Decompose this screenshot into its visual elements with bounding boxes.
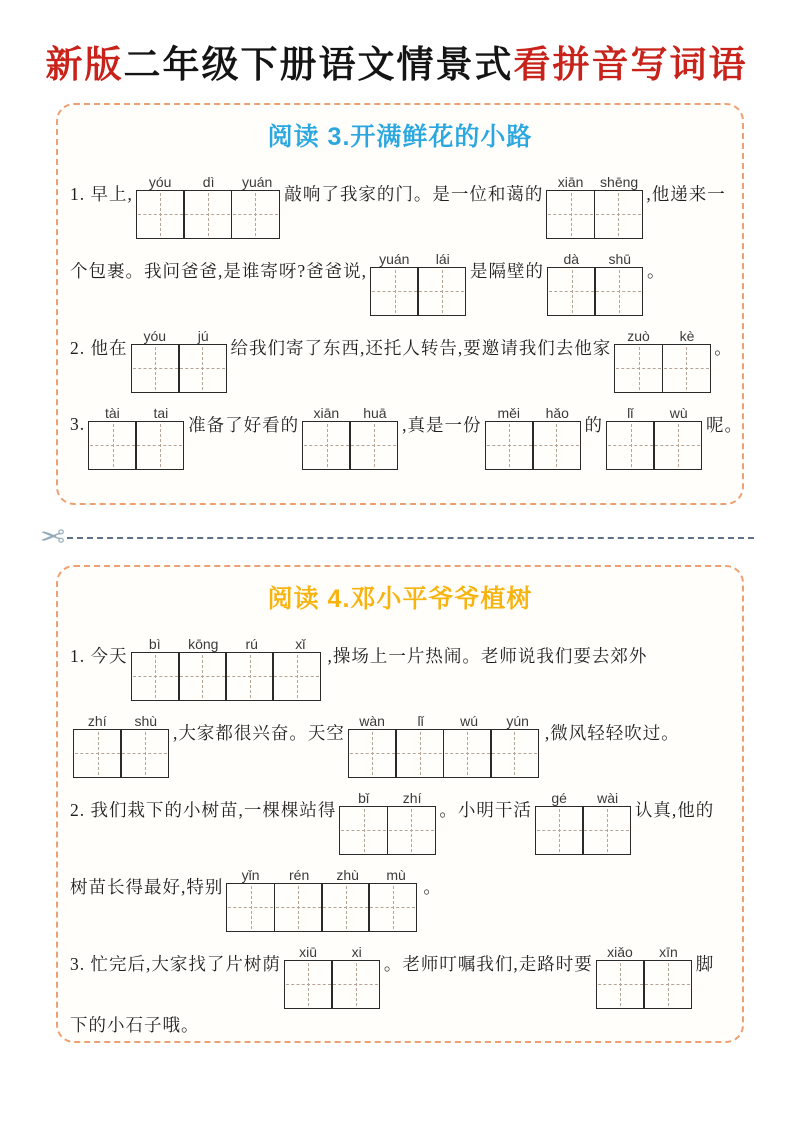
pinyin-row bbox=[614, 323, 711, 344]
pinyin-syllable: zhí bbox=[402, 789, 422, 806]
writing-cell[interactable] bbox=[331, 960, 380, 1009]
pinyin-writing-box[interactable] bbox=[131, 323, 228, 393]
pinyin-row bbox=[535, 785, 632, 806]
pinyin-syllable: yóu bbox=[148, 173, 172, 190]
worksheet-line bbox=[70, 386, 743, 463]
sentence-text: 认真,他的 bbox=[634, 800, 715, 820]
writing-cells bbox=[302, 421, 399, 470]
worksheet-line bbox=[70, 694, 730, 771]
sentence-text: 1. 早上, bbox=[70, 184, 133, 204]
writing-cell[interactable] bbox=[73, 729, 122, 778]
pinyin-syllable: lái bbox=[435, 250, 450, 267]
pinyin-writing-box[interactable] bbox=[485, 400, 582, 470]
pinyin-row bbox=[131, 323, 228, 344]
pinyin-syllable: wù bbox=[669, 404, 688, 421]
sentence-text: 的 bbox=[584, 415, 603, 435]
writing-cell[interactable] bbox=[284, 960, 333, 1009]
sentence-text: 是隔壁的 bbox=[470, 261, 545, 281]
writing-cell[interactable] bbox=[348, 729, 397, 778]
writing-cells bbox=[370, 267, 467, 316]
pinyin-syllable: rén bbox=[289, 866, 310, 883]
page-title-middle: 二年级下册语文情景式 bbox=[123, 45, 514, 86]
pinyin-row bbox=[546, 169, 643, 190]
pinyin-row bbox=[547, 246, 644, 267]
pinyin-syllable: shù bbox=[134, 712, 158, 729]
writing-cell[interactable] bbox=[120, 729, 169, 778]
pinyin-writing-box[interactable] bbox=[606, 400, 703, 470]
sentence-text: 。 bbox=[647, 261, 666, 281]
pinyin-syllable: wài bbox=[597, 789, 619, 806]
pinyin-row bbox=[485, 400, 582, 421]
writing-cell[interactable] bbox=[485, 421, 534, 470]
sentence-text: 3. bbox=[70, 414, 86, 434]
writing-cell[interactable] bbox=[131, 344, 180, 393]
writing-cell[interactable] bbox=[594, 190, 643, 239]
pinyin-syllable: yuán bbox=[241, 173, 273, 190]
writing-cells bbox=[88, 421, 185, 470]
writing-cell[interactable] bbox=[349, 421, 398, 470]
pinyin-syllable: xǐ bbox=[295, 635, 306, 652]
pinyin-syllable: kōng bbox=[188, 635, 219, 652]
pinyin-row bbox=[606, 400, 703, 421]
sentence-text: 。老师叮嘱我们,走路时要 bbox=[383, 954, 593, 974]
pinyin-writing-box[interactable] bbox=[284, 939, 381, 1009]
worksheet-line bbox=[70, 848, 730, 925]
section-title: 阅读 4.邓小平爷爷植树 bbox=[267, 585, 533, 613]
pinyin-syllable: mù bbox=[386, 866, 406, 883]
section-title: 阅读 3.开满鲜花的小路 bbox=[267, 123, 533, 151]
worksheet-line bbox=[70, 771, 730, 848]
sentence-text: 。 bbox=[714, 338, 733, 358]
reading-section-3 bbox=[56, 103, 744, 505]
writing-cells bbox=[606, 421, 703, 470]
writing-cell[interactable] bbox=[178, 652, 227, 701]
writing-cells bbox=[614, 344, 711, 393]
worksheet-line bbox=[70, 232, 730, 309]
writing-cell[interactable] bbox=[88, 421, 137, 470]
reading-section-4 bbox=[56, 565, 744, 1043]
pinyin-row bbox=[88, 400, 185, 421]
sentence-text: 准备了好看的 bbox=[188, 415, 300, 435]
writing-cell[interactable] bbox=[594, 267, 643, 316]
sentence-text: ,真是一份 bbox=[402, 415, 482, 435]
pinyin-writing-box[interactable] bbox=[614, 323, 711, 393]
pinyin-syllable: hǎo bbox=[545, 404, 569, 421]
pinyin-syllable: tài bbox=[104, 404, 120, 421]
pinyin-row bbox=[348, 708, 542, 729]
pinyin-syllable: xiān bbox=[313, 404, 340, 421]
pinyin-syllable: shēng bbox=[600, 173, 639, 190]
writing-cell[interactable] bbox=[653, 421, 702, 470]
pinyin-syllable: bì bbox=[148, 635, 161, 652]
pinyin-syllable: huā bbox=[363, 404, 387, 421]
pinyin-syllable: zuò bbox=[627, 327, 650, 344]
pinyin-syllable: yǐn bbox=[241, 866, 260, 883]
writing-cell[interactable] bbox=[582, 806, 631, 855]
writing-cell[interactable] bbox=[131, 652, 180, 701]
pinyin-syllable: xiān bbox=[557, 173, 584, 190]
pinyin-syllable: yóu bbox=[143, 327, 167, 344]
pinyin-writing-box[interactable] bbox=[73, 708, 170, 778]
writing-cell[interactable] bbox=[274, 883, 323, 932]
sentence-text: ,微风轻轻吹过。 bbox=[544, 723, 680, 743]
pinyin-syllable: wàn bbox=[359, 712, 385, 729]
sentence-text: 下的小石子哦。 bbox=[70, 1014, 200, 1035]
pinyin-syllable: dà bbox=[563, 250, 580, 267]
writing-cells bbox=[547, 267, 644, 316]
pinyin-syllable: lǐ bbox=[417, 712, 424, 729]
pinyin-syllable: wú bbox=[460, 712, 479, 729]
worksheet-line bbox=[70, 1002, 730, 1046]
sentence-text: ,他递来一 bbox=[646, 184, 726, 204]
pinyin-row bbox=[226, 862, 420, 883]
writing-cell[interactable] bbox=[272, 652, 321, 701]
pinyin-syllable: jú bbox=[197, 327, 209, 344]
pinyin-row bbox=[73, 708, 170, 729]
pinyin-syllable: kè bbox=[679, 327, 695, 344]
pinyin-syllable: xiū bbox=[299, 943, 318, 960]
writing-cell[interactable] bbox=[339, 806, 388, 855]
section-lines bbox=[70, 617, 730, 1046]
pinyin-syllable: zhù bbox=[336, 866, 359, 883]
writing-cells bbox=[485, 421, 582, 470]
pinyin-writing-box[interactable] bbox=[226, 862, 420, 932]
writing-cell[interactable] bbox=[178, 344, 227, 393]
worksheet-line bbox=[70, 925, 730, 1002]
cut-divider bbox=[40, 521, 754, 555]
page-title-prefix: 新版 bbox=[45, 45, 124, 86]
writing-cells bbox=[284, 960, 381, 1009]
sentence-text: 3. 忙完后,大家找了片树荫 bbox=[70, 954, 281, 974]
writing-cells bbox=[596, 960, 693, 1009]
writing-cell[interactable] bbox=[596, 960, 645, 1009]
sentence-text: 脚 bbox=[695, 954, 715, 974]
scissors-icon: ✂ bbox=[40, 521, 66, 554]
pinyin-writing-box[interactable] bbox=[370, 246, 467, 316]
pinyin-writing-box[interactable] bbox=[547, 246, 644, 316]
pinyin-row bbox=[302, 400, 399, 421]
writing-cell[interactable] bbox=[546, 190, 595, 239]
pinyin-writing-box[interactable] bbox=[596, 939, 693, 1009]
sentence-text: 个包裹。我问爸爸,是谁寄呀?爸爸说, bbox=[70, 261, 368, 281]
pinyin-writing-box[interactable] bbox=[136, 169, 282, 239]
pinyin-row bbox=[339, 785, 436, 806]
writing-cell[interactable] bbox=[535, 806, 584, 855]
pinyin-writing-box[interactable] bbox=[339, 785, 436, 855]
writing-cell[interactable] bbox=[231, 190, 280, 239]
cut-dash-line bbox=[67, 537, 754, 539]
writing-cell[interactable] bbox=[547, 267, 596, 316]
page-title-suffix: 看拼音写词语 bbox=[513, 45, 748, 86]
writing-cell[interactable] bbox=[368, 883, 417, 932]
pinyin-writing-box[interactable] bbox=[348, 708, 542, 778]
pinyin-writing-box[interactable] bbox=[131, 631, 325, 701]
pinyin-syllable: gé bbox=[551, 789, 567, 806]
writing-cell[interactable] bbox=[662, 344, 711, 393]
writing-cells bbox=[348, 729, 542, 778]
pinyin-writing-box[interactable] bbox=[88, 400, 185, 470]
pinyin-row bbox=[370, 246, 467, 267]
writing-cells bbox=[546, 190, 643, 239]
writing-cell[interactable] bbox=[532, 421, 581, 470]
pinyin-row bbox=[284, 939, 381, 960]
pinyin-syllable: yún bbox=[506, 712, 529, 729]
pinyin-syllable: shū bbox=[608, 250, 632, 267]
sentence-text: 呢。 bbox=[706, 415, 743, 435]
writing-cell[interactable] bbox=[387, 806, 436, 855]
pinyin-syllable: xīn bbox=[659, 943, 678, 960]
writing-cell[interactable] bbox=[490, 729, 539, 778]
writing-cell[interactable] bbox=[136, 190, 185, 239]
writing-cell[interactable] bbox=[321, 883, 370, 932]
sentence-text: 2. 他在 bbox=[70, 338, 128, 358]
pinyin-row bbox=[596, 939, 693, 960]
writing-cell[interactable] bbox=[417, 267, 466, 316]
pinyin-syllable: měi bbox=[497, 404, 521, 421]
writing-cell[interactable] bbox=[135, 421, 184, 470]
worksheet-line bbox=[70, 155, 730, 232]
writing-cells bbox=[136, 190, 282, 239]
pinyin-writing-box[interactable] bbox=[546, 169, 643, 239]
sentence-text: 敲响了我家的门。是一位和蔼的 bbox=[284, 184, 544, 204]
writing-cells bbox=[535, 806, 632, 855]
pinyin-writing-box[interactable] bbox=[302, 400, 399, 470]
pinyin-syllable: tai bbox=[153, 404, 169, 421]
writing-cell[interactable] bbox=[183, 190, 232, 239]
writing-cell[interactable] bbox=[395, 729, 444, 778]
writing-cells bbox=[226, 883, 420, 932]
pinyin-syllable: bǐ bbox=[358, 789, 370, 806]
writing-cell[interactable] bbox=[226, 883, 275, 932]
pinyin-syllable: yuán bbox=[379, 250, 410, 267]
writing-cells bbox=[131, 652, 325, 701]
sentence-text: 树苗长得最好,特别 bbox=[70, 877, 224, 897]
section-lines bbox=[70, 155, 743, 463]
worksheet-line bbox=[70, 617, 730, 694]
sentence-text: 。小明干活 bbox=[439, 800, 532, 820]
pinyin-syllable: xiǎo bbox=[607, 943, 633, 960]
writing-cell[interactable] bbox=[643, 960, 692, 1009]
sentence-text: 。 bbox=[423, 877, 442, 897]
writing-cell[interactable] bbox=[606, 421, 655, 470]
writing-cells bbox=[131, 344, 228, 393]
worksheet-line bbox=[70, 309, 733, 386]
writing-cell[interactable] bbox=[614, 344, 663, 393]
sentence-text: ,大家都很兴奋。天空 bbox=[173, 723, 345, 743]
sentence-text: ,操场上一片热闹。老师说我们要去郊外 bbox=[327, 646, 648, 666]
writing-cell[interactable] bbox=[302, 421, 351, 470]
pinyin-syllable: lǐ bbox=[627, 404, 634, 421]
pinyin-syllable: zhí bbox=[87, 712, 107, 729]
writing-cell[interactable] bbox=[443, 729, 492, 778]
writing-cells bbox=[339, 806, 436, 855]
sentence-text: 2. 我们栽下的小树苗,一棵棵站得 bbox=[70, 800, 337, 820]
sentence-text: 1. 今天 bbox=[70, 646, 128, 666]
pinyin-syllable: dì bbox=[202, 173, 215, 190]
pinyin-row bbox=[131, 631, 325, 652]
pinyin-syllable: xi bbox=[351, 943, 362, 960]
writing-cells bbox=[73, 729, 170, 778]
writing-cell[interactable] bbox=[225, 652, 274, 701]
pinyin-row bbox=[136, 169, 282, 190]
writing-cell[interactable] bbox=[370, 267, 419, 316]
sentence-text: 给我们寄了东西,还托人转告,要邀请我们去他家 bbox=[230, 338, 612, 358]
pinyin-syllable: rú bbox=[245, 635, 258, 652]
page-title bbox=[0, 34, 793, 88]
pinyin-writing-box[interactable] bbox=[535, 785, 632, 855]
